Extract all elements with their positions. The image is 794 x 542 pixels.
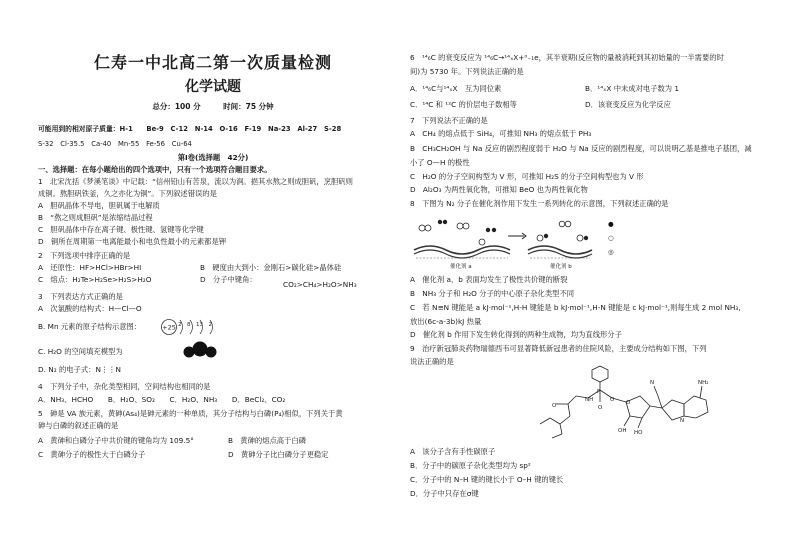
q8-option: B NH₃ 分子和 H₂O 分子的中心原子杂化类型不同 bbox=[410, 289, 575, 298]
q1-line: 1 北宋沈括《梦溪笔谈》中记载：“信州铅山有苦泉，流以为涧。挹其水熬之则成胆矾，烹胆矾则 bbox=[38, 177, 353, 186]
mn-atom-diagram bbox=[156, 314, 266, 340]
q5-option-d: D 黄砷分子比白磷分子更稳定 bbox=[228, 450, 329, 459]
q1-line: 成铜。熬胆矾铁釜，久之亦化为铜”。下列叙述错误的是 bbox=[38, 189, 217, 198]
q9-stem: 9 治疗新冠肺炎药物瑞德西韦可显著降低新冠患者的住院风险，主要成分结构如下图，下列 bbox=[410, 344, 707, 353]
q9-option: A 该分子含有手性碳原子 bbox=[410, 447, 496, 456]
q4-stem: 4 下列分子中，杂化类型相同，空间结构也相同的是 bbox=[38, 382, 211, 391]
q5-option-c: C 黄砷分子的极性大于白磷分子 bbox=[38, 450, 146, 459]
q8-option: 放出(6c-a-3b)kJ 热量 bbox=[410, 317, 482, 326]
q6-option-d: D．该衰变反应为化学反应 bbox=[585, 100, 671, 109]
atom-p: P bbox=[597, 389, 601, 395]
atom-ho: HO bbox=[634, 430, 643, 436]
atom-o: O bbox=[598, 405, 603, 411]
q3-stem: 3 下列表达方式正确的是 bbox=[38, 292, 123, 301]
atom-nh2: NH₂ bbox=[698, 380, 709, 386]
q7-option: A CH₄ 的熔点低于 SiH₄，可推知 NH₃ 的熔点低于 PH₃ bbox=[410, 129, 592, 138]
q2-option-c: C 熔点：H₂Te>H₂Se>H₂S>H₂O bbox=[38, 275, 152, 284]
atom-o-carbonyl: O bbox=[552, 403, 557, 409]
q2-stem: 2 下列选项中排序正确的是 bbox=[38, 251, 131, 260]
q3-option-c: C. H₂O 的空间填充模型为 bbox=[38, 347, 123, 356]
atom-o-ester: O bbox=[610, 397, 615, 403]
legend-symbol: ● bbox=[608, 220, 614, 228]
q7-option: D Al₂O₃ 为两性氧化物，可推知 BeO 也为两性氧化物 bbox=[410, 185, 588, 194]
q6-option-b: B．¹⁴ₓX 中未成对电子数为 1 bbox=[585, 84, 680, 93]
atomic-mass-line-1: 可能用到的相对原子质量：H-1 Be-9 C-12 N-14 O-16 F-19 Na-23 Al-27 S-28 bbox=[38, 125, 342, 133]
q6-stem: 间)为 5730 年。下列说法正确的是 bbox=[410, 67, 524, 76]
q7-option: 小了 O—H 的极性 bbox=[410, 158, 470, 167]
n2-h2-molecules bbox=[419, 220, 496, 245]
catalyst-reaction-diagram bbox=[410, 212, 650, 270]
mn-nucleus-label: +25 bbox=[162, 323, 176, 332]
q6-stem: 6 ¹⁴₆C 的衰变反应为 ¹⁴₆C→¹⁴ₓX+⁰₋₁e，其半衰期(反应物的量被消耗到其初始量的一半需要的时 bbox=[410, 53, 724, 62]
q8-option: D 催化剂 b 作用下发生转化得到的两种生成物，均为直线形分子 bbox=[410, 330, 622, 339]
section-heading: 第Ⅰ卷(选择题 42分) bbox=[177, 153, 249, 162]
q6-option-c: C．¹⁴C 和 ¹²C 的价层电子数相等 bbox=[410, 100, 517, 109]
q9-option: C．分子中的 N–H 键的键长小于 O–H 键的键长 bbox=[410, 475, 564, 484]
atom-nh: NH bbox=[585, 397, 594, 403]
q3-option-d: D. N₂ 的电子式：N⋮⋮N bbox=[38, 365, 121, 374]
q1-option: D 铜所在周期第一电离能最小和电负性最小的元素都是钾 bbox=[38, 237, 227, 246]
atom-n: N bbox=[680, 418, 685, 424]
q9-stem: 说法正确的是 bbox=[410, 357, 454, 366]
mn-shell-label: 2 8 13 2 bbox=[178, 322, 212, 328]
exam-meta: 总分：100 分 时间：75 分钟 bbox=[152, 102, 274, 111]
q4-options: A．NH₃、HCHO B．H₂O、SO₂ C．H₂O、NH₃ D．BeCl₂、CO₂ bbox=[38, 395, 286, 404]
catalyst-b-label: 催化剂 b bbox=[550, 264, 572, 270]
q8-option: A 催化剂 a、b 表面均发生了极性共价键的断裂 bbox=[410, 275, 568, 284]
water-spacefill-model bbox=[182, 341, 218, 359]
q5-stem: 5 砷是 VA 族元素，黄砷(As₄)是砷元素的一种单质，其分子结构与白磷(P₄)相似，下列关于黄 bbox=[38, 409, 343, 418]
instruction: 一、选择题：在每小题给出的四个选项中，只有一个选项符合题目要求。 bbox=[38, 165, 272, 174]
exam-subtitle: 化学试题 bbox=[185, 79, 241, 95]
q1-option: A 胆矾晶体不导电，胆矾属于电解质 bbox=[38, 201, 160, 210]
q2-option-d-value: CO₂>CH₄>H₂O>NH₃ bbox=[283, 280, 357, 289]
catalyst-b-surface bbox=[528, 221, 592, 258]
catalyst-a-surface bbox=[414, 246, 510, 258]
q3-option-b: B. Mn 元素的原子结构示意图： bbox=[38, 322, 142, 331]
atomic-mass-line-2: S-32 Cl-35.5 Ca-40 Mn-55 Fe-56 Cu-64 bbox=[38, 140, 192, 148]
q8-stem: 8 下图为 N₂ 分子在催化剂作用下发生一系列转化的示意图，下列叙述正确的是 bbox=[410, 199, 669, 208]
exam-title: 仁寿一中北高二第一次质量检测 bbox=[93, 53, 332, 72]
q3-option-a: A 次氯酸的结构式：H—Cl—O bbox=[38, 304, 142, 313]
q9-option: D．分子中只存在σ键 bbox=[410, 489, 479, 498]
q7-stem: 7 下列说法不正确的是 bbox=[410, 116, 488, 125]
q5-option-a: A 黄砷和白磷分子中共价键的键角均为 109.5° bbox=[38, 436, 194, 445]
q6-option-a: A．¹⁴₆C与¹⁴ₓX 互为同位素 bbox=[410, 84, 502, 93]
q1-option: C 胆矾晶体中存在离子键、极性键、氢键等化学键 bbox=[38, 225, 204, 234]
q2-option-b: B 硬度由大到小：金刚石>碳化硅>晶体硅 bbox=[200, 263, 342, 272]
atom-o-ring: O bbox=[626, 400, 631, 406]
q5-stem: 砷与白磷的叙述正确的是 bbox=[38, 421, 119, 430]
catalyst-a-label: 催化剂 a bbox=[450, 264, 472, 270]
atom-oh: OH bbox=[618, 428, 627, 434]
q7-option: C H₂O 的分子空间构型为 V 形，可推知 H₂S 的分子空间构型也为 V 形 bbox=[410, 172, 644, 181]
q1-option: B “熬之则成胆矾”是浓缩结晶过程 bbox=[38, 213, 153, 222]
q8-option: C 若 N≡N 键能是 a kJ·mol⁻¹,H-H 键能是 b kJ·mol⁻¹,H-N 键能是 c kJ·mol⁻¹,则每生成 2 mol NH₃, bbox=[410, 303, 741, 312]
q7-option: B CH₃CH₂OH 与 Na 反应的剧烈程度弱于 H₂O 与 Na 反应的剧烈程度，可以说明乙基是推电子基团，减 bbox=[410, 144, 752, 153]
q5-option-b: B 黄砷的熔点高于白磷 bbox=[228, 436, 306, 445]
q2-option-a: A 还原性：HF>HCl>HBr>HI bbox=[38, 263, 142, 272]
q2-option-d: D 分子中键角： bbox=[200, 275, 257, 284]
legend-symbol: ◎ bbox=[608, 248, 614, 256]
q9-option: B．分子中的碳原子杂化类型均为 sp² bbox=[410, 461, 531, 470]
atom-cn: N bbox=[650, 380, 655, 386]
legend-symbol: ○ bbox=[608, 234, 614, 242]
remdesivir-structure bbox=[530, 362, 750, 440]
